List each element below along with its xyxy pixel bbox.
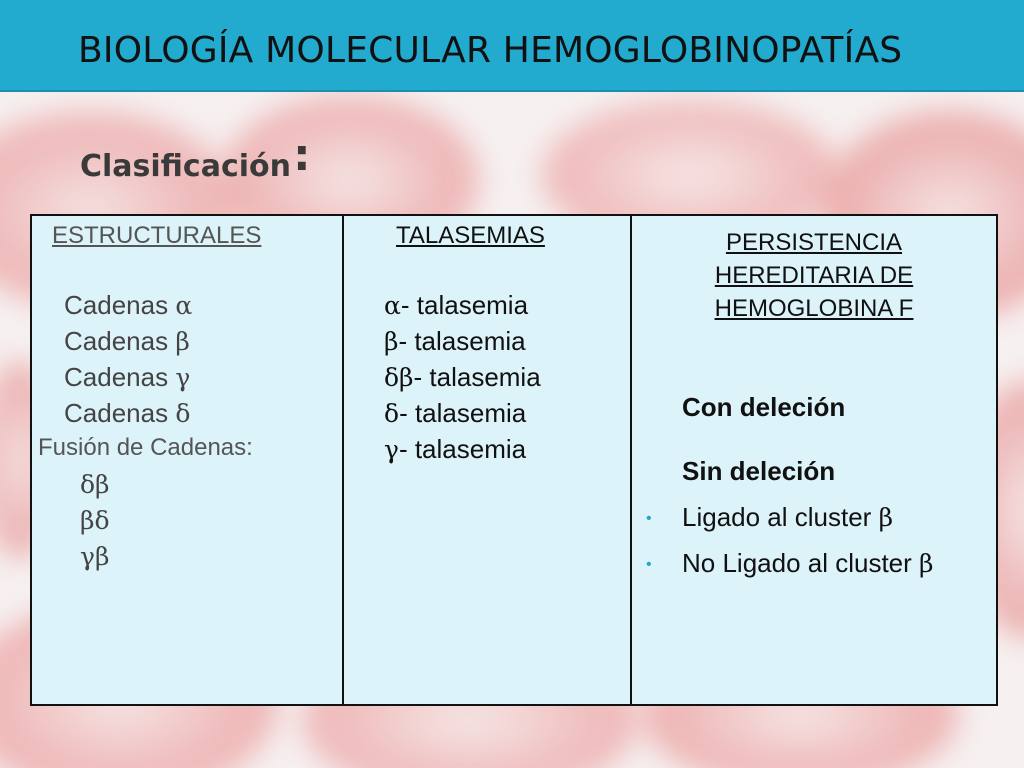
fusion-item: γβ <box>80 542 110 571</box>
item-label: No Ligado al cluster <box>682 548 912 578</box>
bullet-icon: • <box>646 556 652 573</box>
slide-subtitle <box>80 130 311 187</box>
greek-symbol: β <box>175 327 190 356</box>
item-label: - talasemia <box>398 326 526 356</box>
con-delecion-label: Con deleción <box>682 392 846 422</box>
column-persistencia <box>632 216 996 704</box>
fusion-item: βδ <box>80 506 110 535</box>
list-item <box>384 362 541 393</box>
subtitle-colon: : <box>292 130 311 181</box>
list-item <box>384 326 526 357</box>
item-label: Cadenas <box>64 326 169 356</box>
greek-symbol: α <box>175 291 193 320</box>
column-header-estructurales: ESTRUCTURALES <box>52 222 262 249</box>
bullet-item <box>682 502 893 533</box>
column-talasemias <box>344 216 632 704</box>
header-line: PERSISTENCIA <box>725 229 903 256</box>
fusion-label: Fusión de Cadenas: <box>38 434 253 461</box>
item-label: - talasemia <box>400 290 529 320</box>
item-label: Cadenas <box>64 362 169 392</box>
greek-symbol: δ <box>175 399 191 428</box>
list-item <box>384 398 526 429</box>
greek-symbol: δβ <box>384 363 414 392</box>
item-label: - talasemia <box>413 362 541 392</box>
classification-table <box>30 214 998 706</box>
item-label: - talasemia <box>398 434 527 464</box>
list-item <box>384 434 526 465</box>
greek-symbol: α <box>384 291 401 320</box>
greek-symbol: γ <box>384 435 399 464</box>
list-item <box>64 362 190 393</box>
greek-symbol: γ <box>175 363 191 392</box>
bullet-icon: • <box>646 510 652 527</box>
column-header-talasemias: TALASEMIAS <box>396 222 545 249</box>
bullet-item <box>682 548 934 579</box>
list-item <box>64 290 192 321</box>
item-label: Cadenas <box>64 290 169 320</box>
fusion-item: δβ <box>80 470 110 499</box>
subtitle-text: Clasificación <box>80 149 291 184</box>
sin-delecion-label: Sin deleción <box>682 456 836 486</box>
column-estructurales <box>32 216 344 704</box>
item-label: Cadenas <box>64 398 169 428</box>
greek-symbol: δ <box>384 399 400 428</box>
list-item <box>64 398 190 429</box>
greek-symbol: β <box>878 503 894 532</box>
list-item <box>64 326 190 357</box>
header-line: HEREDITARIA DE <box>714 262 914 289</box>
greek-symbol: β <box>384 327 399 356</box>
title-bar <box>0 0 1024 92</box>
header-line: HEMOGLOBINA F <box>714 295 914 322</box>
slide-title: BIOLOGÍA MOLECULAR HEMOGLOBINOPATÍAS <box>78 30 903 71</box>
greek-symbol: β <box>919 549 934 578</box>
list-item <box>384 290 528 321</box>
item-label: - talasemia <box>399 398 527 428</box>
column-header-persistencia <box>632 226 996 325</box>
item-label: Ligado al cluster <box>682 502 872 532</box>
